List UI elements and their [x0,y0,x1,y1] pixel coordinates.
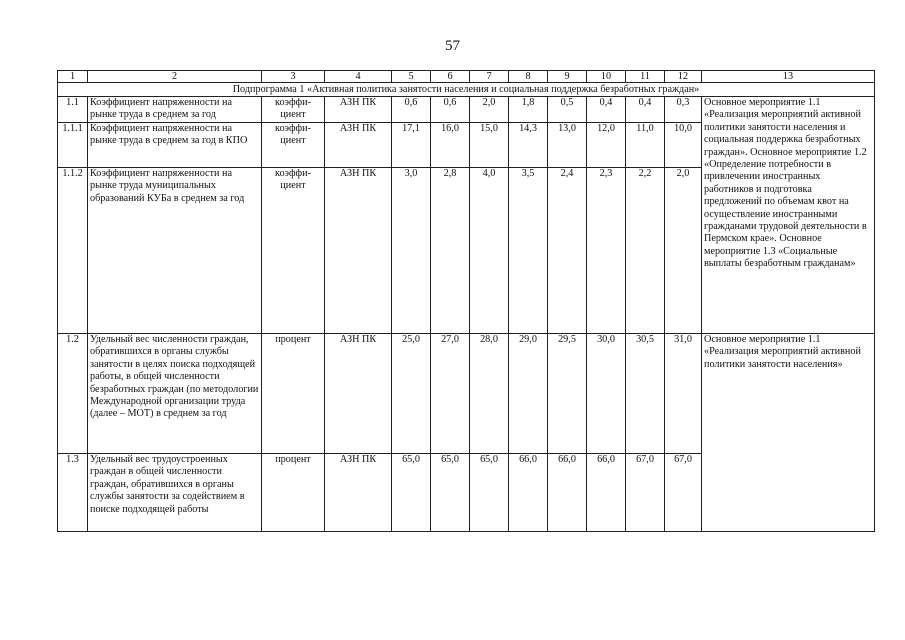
value-cell: 12,0 [587,123,626,168]
value-cell: 67,0 [665,454,702,532]
value-cell: 66,0 [509,454,548,532]
value-cell: 4,0 [470,168,509,334]
value-cell: 0,6 [431,97,470,123]
value-cell: 2,0 [665,168,702,334]
value-cell: 13,0 [548,123,587,168]
executor: АЗН ПК [325,454,392,532]
value-cell: 28,0 [470,334,509,454]
value-cell: 29,5 [548,334,587,454]
executor: АЗН ПК [325,97,392,123]
indicator-name: Коэффициент напряженности на рынке труда муниципальных образований КУБа в среднем за год [88,168,262,334]
indicator-name: Коэффициент напряженности на рынке труда в среднем за год в КПО [88,123,262,168]
value-cell: 25,0 [392,334,431,454]
executor: АЗН ПК [325,334,392,454]
value-cell: 3,5 [509,168,548,334]
indicator-name: Коэффициент напряженности на рынке труда в среднем за год [88,97,262,123]
table-row [58,334,875,454]
value-cell: 31,0 [665,334,702,454]
value-cell: 0,4 [626,97,665,123]
value-cell: 16,0 [431,123,470,168]
column-number: 6 [431,71,470,83]
column-number: 13 [702,71,875,83]
value-cell: 10,0 [665,123,702,168]
value-cell: 65,0 [392,454,431,532]
column-number: 9 [548,71,587,83]
value-cell: 30,5 [626,334,665,454]
column-number: 4 [325,71,392,83]
value-cell: 15,0 [470,123,509,168]
unit-of-measure: процент [262,334,325,454]
column-number-row [58,71,875,83]
value-cell: 3,0 [392,168,431,334]
value-cell: 0,4 [587,97,626,123]
unit-of-measure: коэффи-циент [262,168,325,334]
value-cell: 66,0 [548,454,587,532]
value-cell: 2,3 [587,168,626,334]
value-cell: 67,0 [626,454,665,532]
page-number: 57 [445,38,460,54]
table-row [58,97,875,123]
executor: АЗН ПК [325,123,392,168]
row-number: 1.1.1 [58,123,88,168]
column-number: 12 [665,71,702,83]
column-number: 8 [509,71,548,83]
value-cell: 2,2 [626,168,665,334]
value-cell: 2,4 [548,168,587,334]
value-cell: 0,5 [548,97,587,123]
value-cell: 0,3 [665,97,702,123]
value-cell: 66,0 [587,454,626,532]
value-cell: 30,0 [587,334,626,454]
value-cell: 65,0 [470,454,509,532]
value-cell: 2,8 [431,168,470,334]
row-number: 1.3 [58,454,88,532]
row-number: 1.1 [58,97,88,123]
program-activities-note: Основное мероприятие 1.1 «Реализация мероприятий активной политики занятости населения и социальная поддержка безработных граждан». Основное мероприятие 1.2 «Определение потребности в привлечении иностранных работников и подготовка предложений по объемам квот на осуществление иностранными гражданами трудовой деятельности в Пермском крае». Основное мероприятие 1.3 «Социальные выплаты безработным гражданам» [702,97,875,334]
indicators-table [57,70,875,532]
value-cell: 2,0 [470,97,509,123]
column-number: 5 [392,71,431,83]
value-cell: 29,0 [509,334,548,454]
column-number: 3 [262,71,325,83]
value-cell: 65,0 [431,454,470,532]
unit-of-measure: коэффи-циент [262,123,325,168]
indicator-name: Удельный вес трудоустроенных граждан в общей численности граждан, обратившихся в органы службы занятости за содействием в поиске подходящей работы [88,454,262,532]
column-number: 11 [626,71,665,83]
subprogram-title: Подпрограмма 1 «Активная политика занятости населения и социальная поддержка безработных граждан» [58,83,875,97]
row-number: 1.1.2 [58,168,88,334]
program-activities-note: Основное мероприятие 1.1 «Реализация мероприятий активной политики занятости населения» [702,334,875,532]
value-cell: 0,6 [392,97,431,123]
unit-of-measure: коэффи-циент [262,97,325,123]
value-cell: 11,0 [626,123,665,168]
value-cell: 1,8 [509,97,548,123]
value-cell: 27,0 [431,334,470,454]
indicator-name: Удельный вес численности граждан, обратившихся в органы службы занятости в целях поиска подходящей работы, в общей численности безработных граждан (по методологии Международной организации труда (далее – МОТ) в среднем за год [88,334,262,454]
column-number: 2 [88,71,262,83]
value-cell: 17,1 [392,123,431,168]
value-cell: 14,3 [509,123,548,168]
unit-of-measure: процент [262,454,325,532]
column-number: 10 [587,71,626,83]
column-number: 1 [58,71,88,83]
executor: АЗН ПК [325,168,392,334]
row-number: 1.2 [58,334,88,454]
column-number: 7 [470,71,509,83]
subprogram-row [58,83,875,97]
